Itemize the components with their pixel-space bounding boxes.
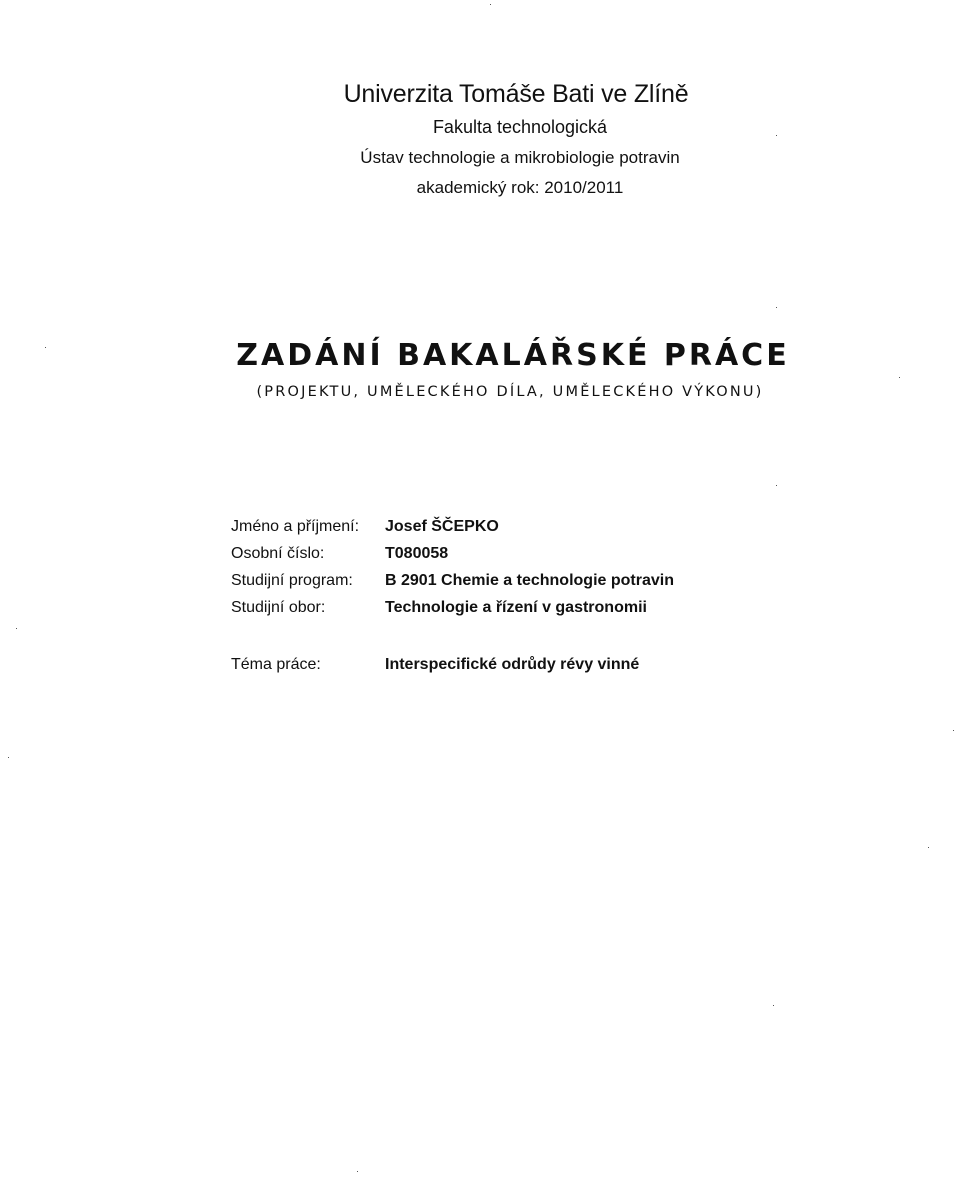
scan-speck [953, 730, 954, 731]
scan-speck [928, 847, 929, 848]
student-info [231, 518, 674, 626]
institute-name: Ústav technologie a mikrobiologie potravin [360, 148, 680, 167]
scan-speck [45, 347, 46, 348]
id-label: Osobní číslo: [231, 545, 325, 562]
name-row [231, 518, 674, 545]
scan-speck [16, 628, 17, 629]
program-label: Studijní program: [231, 572, 353, 589]
document-title: ZADÁNÍ BAKALÁŘSKÉ PRÁCE [236, 338, 790, 373]
scan-speck [357, 1171, 358, 1172]
field-label: Studijní obor: [231, 599, 326, 616]
scan-speck [776, 485, 777, 486]
scan-speck [776, 307, 777, 308]
scan-speck [899, 377, 900, 378]
program-value: B 2901 Chemie a technologie potravin [385, 572, 674, 589]
scan-speck [776, 135, 777, 136]
field-value: Technologie a řízení v gastronomii [385, 599, 647, 616]
academic-year: akademický rok: 2010/2011 [416, 178, 624, 197]
topic-value: Interspecifické odrůdy révy vinné [385, 656, 640, 673]
id-value: T080058 [385, 545, 449, 562]
name-value: Josef ŠČEPKO [385, 518, 499, 535]
topic-row [231, 656, 639, 674]
program-row [231, 572, 674, 599]
field-row [231, 599, 674, 626]
document-subtitle: (PROJEKTU, UMĚLECKÉHO DÍLA, UMĚLECKÉHO VÝKONU) [256, 384, 764, 400]
university-name: Univerzita Tomáše Bati ve Zlíně [343, 80, 689, 108]
faculty-name: Fakulta technologická [432, 117, 608, 137]
id-row [231, 545, 674, 572]
scan-speck [8, 757, 9, 758]
topic-label: Téma práce: [231, 656, 321, 673]
scan-speck [490, 4, 491, 5]
name-label: Jméno a příjmení: [231, 518, 360, 535]
scan-speck [773, 1005, 774, 1006]
